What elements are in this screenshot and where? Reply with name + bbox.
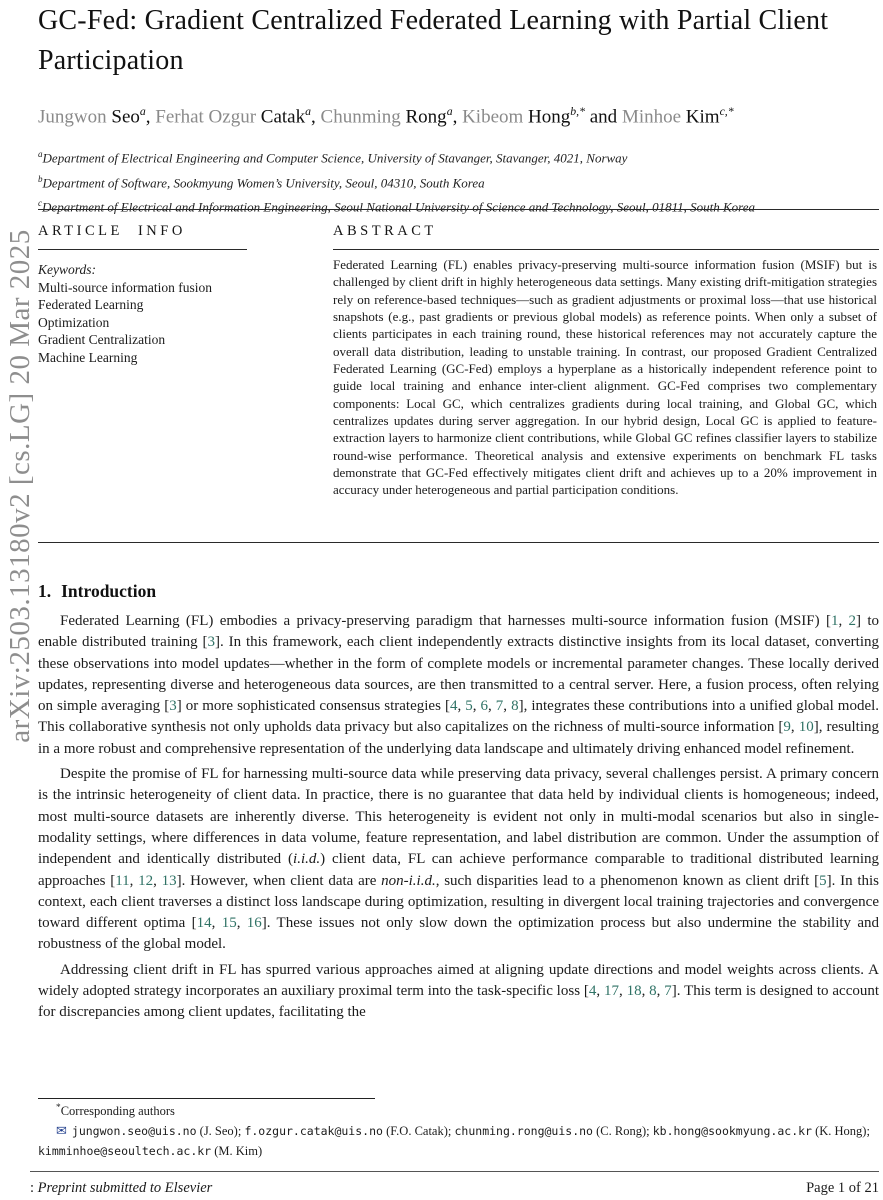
citation-link[interactable]: 8 [649, 983, 657, 1000]
citation-bracket: ] [671, 983, 677, 1000]
footer-preprint-note [30, 1180, 212, 1197]
text-run: , integrates these contributions into a unified global model. This collaborative synthesis not only upholds data privacy but also capitalizes on the richness of multi-source information [38, 698, 879, 736]
citation-bracket: ] [261, 915, 267, 932]
citation-link[interactable]: 8 [511, 698, 519, 715]
citation-separator: , [503, 698, 512, 715]
text-run: Despite the promise of FL for harnessing multi-source data while preserving data privacy, several challenges persist. A primary concern is the intrinsic heterogeneity of client data. In practice, there is no guarantee that data held by individual clients is homogeneous; indeed, most multi-source datasets are inherently diverse. This heterogeneity is evident not only in multi-modal scenarios but also in single-modality settings, where differences in data volume, feature representation, and label distribution are common. Under the assumption of independent and identically distributed ( [38, 766, 879, 868]
citation-link[interactable]: 11 [115, 872, 130, 889]
author-affiliation-mark: b,* [570, 105, 585, 118]
keywords-list [38, 279, 333, 367]
citation-bracket: [ [202, 634, 208, 651]
corresponding-authors-note [38, 1103, 879, 1119]
citation-bracket: [ [814, 872, 820, 889]
email-link[interactable]: jungwon.seo@uis.no [71, 1124, 197, 1139]
text-run: , such disparities lead to a phenomenon known as client drift [435, 872, 815, 889]
citation [110, 873, 181, 889]
citation-separator: , [153, 872, 162, 889]
footnote-marker: * [56, 1103, 61, 1113]
article-info-abstract-section [38, 209, 879, 543]
author-first-name: Chunming [320, 106, 406, 128]
author-separator: and [585, 106, 622, 128]
citation-link[interactable]: 16 [246, 915, 262, 932]
affiliation-line [38, 144, 879, 168]
author-first-name: Jungwon [38, 106, 112, 128]
arxiv-watermark-text: arXiv:2503.13180v2 [cs.LG] 20 Mar 2025 [3, 229, 36, 743]
citation-link[interactable]: 1 [830, 613, 839, 629]
citation-bracket: ] [813, 719, 819, 736]
text-run: . These issues not only slow down the optimization process but also undermine the stability and robustness of the global model. [38, 915, 879, 953]
footnote-rule [38, 1098, 375, 1099]
citation-link[interactable]: 17 [603, 983, 619, 1000]
author-separator: , [311, 106, 321, 128]
author-last-name: Catak [260, 106, 306, 128]
keyword-item: Optimization [38, 314, 110, 330]
body-paragraph [38, 960, 879, 1024]
citation-link[interactable]: 3 [169, 698, 177, 715]
citation-bracket: [ [825, 613, 831, 629]
text-run: or more sophisticated consensus strategies [181, 698, 445, 715]
author-line [38, 105, 879, 128]
affiliation-text: Department of Software, Sookmyung Women’s University, Seoul, 04310, South Korea [42, 174, 485, 190]
citation-bracket: ] [518, 698, 524, 715]
citation-bracket: ] [215, 634, 221, 651]
author-last-name: Hong [528, 106, 571, 128]
citation-separator: , [641, 983, 650, 1000]
citation-link[interactable]: 13 [161, 872, 177, 889]
citation-bracket: ] [856, 613, 862, 629]
author-last-name: Seo [111, 106, 140, 128]
abstract-text: Federated Learning (FL) enables privacy-preserving multi-source information fusion (MSIF) but is challenged by client drift in highly heterogeneous data settings. Many existing drift-mitigation strategies rely on reference-based techniques—such as gradient adjustments or proximal loss—that use historical snapshots (e.g., past gradients or previous global models) as reference points. When only a subset of clients participates in each training round, these historical references may not accurately capture the overall data distribution, leading to unstable training. In contrast, our proposed Gradient Centralized Federated Learning (GC-Fed) employs a hyperplane as a historically independent reference point to guide local training and enhance inter-client alignment. GC-Fed comprises two complementary components: Local GC, which centralizes gradients during local training, and Global GC, which centralizes updates during server aggregation. In our hybrid design, Local GC is applied to feature-extraction layers to harmonize client contributions, while Global GC refines classifier layers to stabilize round-wise performance. Theoretical analysis and extensive experiments on benchmark FL tasks demonstrate that GC-Fed effectively mitigates client drift and achieves up to a 20% improvement in accuracy under heterogeneous and partial participation conditions. [333, 257, 877, 498]
citation-separator: , [211, 915, 222, 932]
citation-link[interactable]: 15 [221, 915, 237, 932]
affiliation-text: Department of Electrical Engineering and Computer Science, University of Stavanger, Stavanger, 4021, Norway [42, 150, 628, 166]
author-first-name: Kibeom [462, 106, 529, 128]
footer-preprint-text: Preprint submitted to Elsevier [37, 1180, 213, 1196]
citation-link[interactable]: 7 [495, 698, 504, 715]
section-heading [38, 581, 879, 602]
citation-separator: , [488, 698, 496, 715]
body-paragraph [38, 611, 879, 760]
citation-link[interactable]: 5 [819, 872, 827, 889]
text-run: Addressing client drift in FL has spurred various approaches aimed at aligning update directions and model weights across clients. A widely adopted strategy incorporates an auxiliary proximal term into the task-specific loss [38, 961, 879, 1000]
citation-link[interactable]: 5 [465, 698, 473, 715]
paper-title: GC-Fed: Gradient Centralized Federated Learning with Partial Client Participation [38, 5, 829, 76]
keyword-item: Federated Learning [38, 297, 144, 312]
email-link[interactable]: f.ozgur.catak@uis.no [244, 1124, 383, 1139]
citation-separator: , [236, 915, 247, 932]
affiliation-list [38, 144, 879, 217]
citation-bracket: [ [191, 915, 197, 932]
citation-bracket: [ [164, 698, 170, 715]
citation-separator: , [472, 698, 481, 715]
citation-separator: , [618, 983, 627, 1000]
author-separator: , [145, 106, 156, 128]
citation-link[interactable]: 9 [783, 719, 791, 736]
citation-separator: , [596, 983, 604, 1000]
abstract-column [333, 210, 879, 542]
keywords-label: Keywords: [38, 262, 96, 277]
author-affiliation-mark: a [139, 105, 146, 118]
citation-link[interactable]: 14 [196, 915, 212, 932]
author-first-name: Minhoe [621, 106, 686, 128]
citation [826, 613, 861, 629]
email-list [38, 1121, 879, 1161]
citation-bracket: [ [583, 983, 589, 1000]
email-link[interactable]: chunming.rong@uis.no [454, 1124, 593, 1139]
article-info-rule [38, 249, 247, 250]
article-info-column [38, 210, 333, 542]
author-affiliation-mark: a [446, 105, 453, 118]
citation [445, 698, 524, 714]
email-link[interactable]: kb.hong@sookmyung.ac.kr [652, 1124, 812, 1139]
citation-link[interactable]: 7 [664, 983, 672, 1000]
affiliation-mark: c [38, 197, 43, 208]
author-first-name: Ferhat Ozgur [155, 106, 261, 128]
author-affiliation-mark: a [305, 105, 312, 118]
author-last-name: Kim [685, 106, 720, 128]
text-run: Federated Learning (FL) embodies a privacy-preserving paradigm that harnesses multi-source information fusion (MSIF) [60, 613, 826, 629]
citation-bracket: [ [778, 719, 784, 736]
text-run: (M. Kim) [211, 1144, 263, 1159]
footer-colon: : [30, 1180, 35, 1196]
introduction-section [38, 581, 879, 1093]
citation-link[interactable]: 3 [207, 634, 216, 651]
email-runs [38, 1124, 870, 1158]
citation-link[interactable]: 10 [798, 719, 814, 736]
citation-bracket: [ [110, 872, 116, 889]
citation-separator: , [838, 613, 849, 629]
affiliation-text: Department of Electrical and Information Engineering, Seoul National University of Science and Technology, Seoul, 01811, South Korea [42, 199, 756, 215]
affiliation-line [38, 169, 879, 193]
italic-text-run: i.i.d. [293, 851, 321, 868]
arxiv-watermark [2, 136, 38, 836]
keyword-item: Gradient Centralization [38, 332, 166, 347]
citation-bracket: ] [176, 872, 182, 889]
body-paragraph [38, 764, 879, 956]
page-number: Page 1 of 21 [806, 1180, 879, 1196]
keyword-item: Multi-source information fusion [38, 279, 212, 295]
abstract-heading: ABSTRACT [333, 223, 437, 239]
citation-bracket: [ [444, 698, 450, 715]
article-info-heading: ARTICLE INFO [38, 223, 186, 239]
text-run: (J. Seo); [196, 1124, 245, 1139]
text-run: (C. Rong); [592, 1124, 653, 1139]
keyword-item: Machine Learning [38, 349, 138, 365]
section-number: 1. [38, 581, 52, 601]
citation-bracket: ] [176, 698, 182, 715]
footnote-block [38, 1098, 879, 1161]
page-footer [30, 1171, 879, 1197]
text-run: to enable distributed training [38, 613, 879, 651]
text-run: ) client data, FL can achieve performance comparable to traditional distributed learning approaches [38, 851, 879, 889]
citation-bracket: ] [826, 872, 832, 889]
citation-link[interactable]: 2 [848, 613, 857, 629]
email-icon: ✉ [56, 1123, 67, 1139]
citation-link[interactable]: 4 [588, 983, 597, 1000]
author-separator: , [452, 106, 463, 128]
text-run: . In this framework, each client independently extracts distinctive insights from its local dataset, converting these observations into model updates—whether in the form of complete models or incremental parameter changes. These locally derived updates, representing diverse and heterogeneous data sources, are then transmitted to a central server. Here, a fusion process, often relying on simple averaging [38, 634, 879, 715]
citation [778, 719, 818, 735]
citation-separator: , [790, 719, 799, 736]
corresponding-authors-label: Corresponding authors [60, 1104, 175, 1119]
text-run: (F.O. Catak); [382, 1124, 455, 1139]
author-affiliation-mark: c,* [719, 105, 734, 118]
citation-separator: , [656, 983, 665, 1000]
citation-link[interactable]: 12 [138, 872, 154, 889]
citation-link[interactable]: 18 [626, 983, 642, 1000]
email-link[interactable]: kimminhoe@seoultech.ac.kr [38, 1144, 212, 1159]
section-title: Introduction [61, 581, 157, 601]
citation [164, 698, 182, 714]
citation [192, 915, 267, 931]
text-run: , resulting in a more robust and comprehensive representation of the underlying data landscape and ultimately driving enhanced model refinement. [38, 719, 879, 757]
text-run: . However, when client data are [181, 872, 382, 889]
abstract-rule [333, 249, 879, 250]
text-run: (K. Hong); [811, 1124, 870, 1139]
affiliation-mark: b [38, 173, 43, 184]
text-run: . In this context, each client traverses a distinct loss landscape during optimization, resulting in divergent local training trajectories and convergence toward different optima [38, 872, 879, 932]
author-last-name: Rong [405, 106, 447, 128]
citation-link[interactable]: 6 [480, 698, 489, 715]
citation [584, 983, 677, 999]
citation-separator: , [129, 872, 139, 889]
affiliation-mark: a [38, 149, 43, 160]
citation-separator: , [457, 698, 466, 715]
text-run: . This term is designed to account for discrepancies among client updates, facilitating the [38, 983, 879, 1021]
citation-link[interactable]: 4 [449, 698, 458, 715]
citation [814, 873, 832, 889]
italic-text-run: non-i.i.d. [381, 872, 436, 889]
citation [203, 634, 221, 650]
